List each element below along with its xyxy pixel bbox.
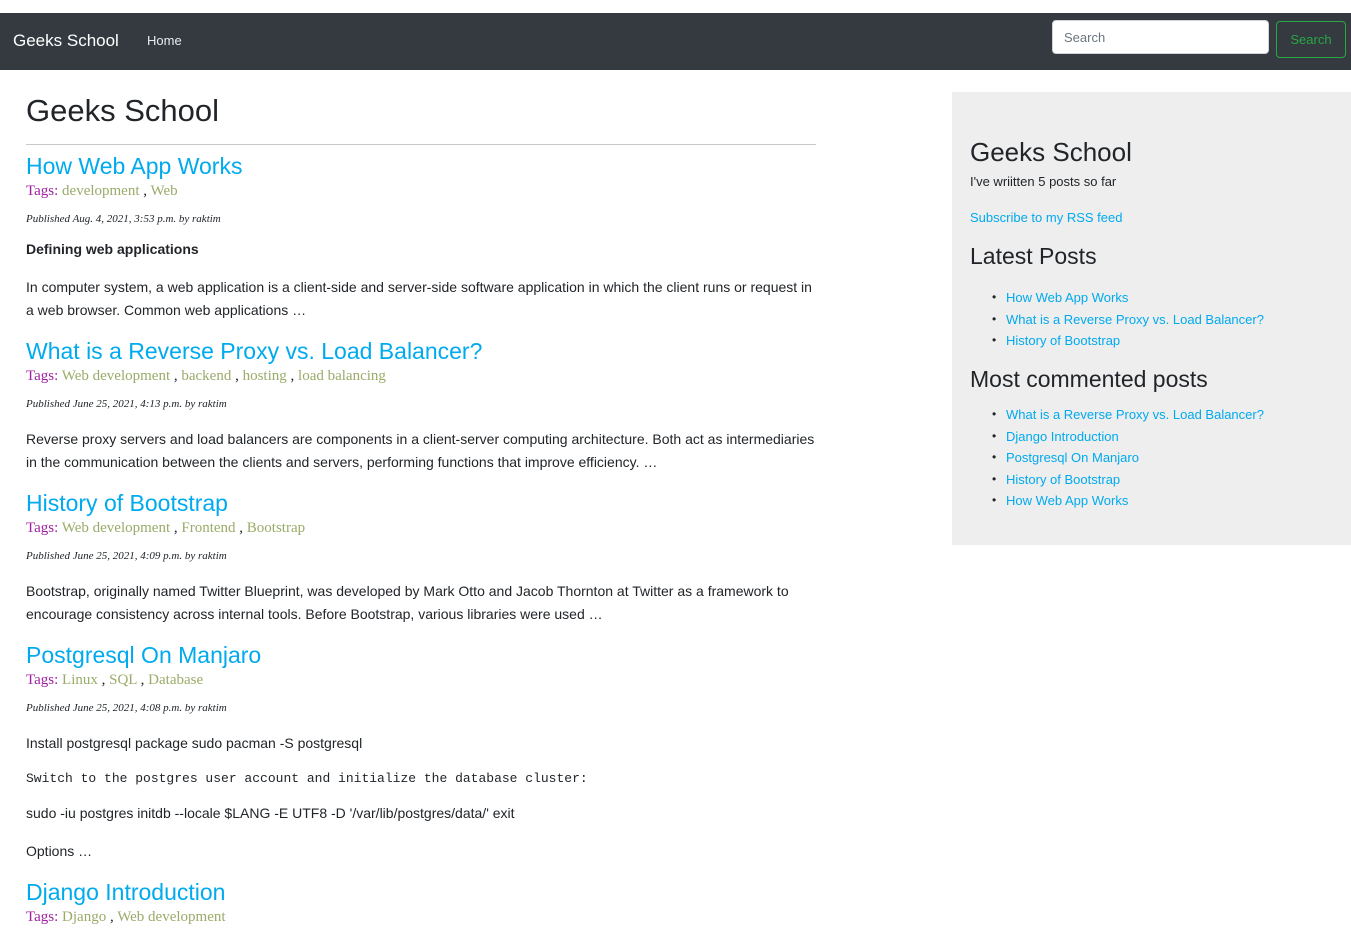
post-tags: Tags: Django , Web development <box>26 909 226 925</box>
post-title-link[interactable]: History of Bootstrap <box>26 490 228 516</box>
post-title-link[interactable]: How Web App Works <box>26 153 243 179</box>
post-excerpt: In computer system, a web application is a client-side and server-side software application in which the client runs or request in a web browser. Common web applications … <box>26 279 812 318</box>
by-word: by <box>184 550 196 562</box>
post-published <box>26 212 816 226</box>
latest-post-link[interactable]: What is a Reverse Proxy vs. Load Balancer? <box>1006 311 1264 327</box>
tags-label: Tags: <box>26 183 59 199</box>
tag-link[interactable]: backend <box>181 368 232 384</box>
by-word: by <box>184 398 196 410</box>
latest-post-link[interactable]: History of Bootstrap <box>1006 333 1121 349</box>
post-title-link[interactable]: What is a Reverse Proxy vs. Load Balancer? <box>26 338 483 364</box>
commented-post-link[interactable]: How Web App Works <box>1006 493 1129 509</box>
rss-feed-link[interactable]: Subscribe to my RSS feed <box>970 210 1123 225</box>
sidebar <box>952 92 1351 545</box>
published-date: Aug. 4, 2021, 3:53 p.m. <box>72 213 177 225</box>
tag-link[interactable]: Database <box>148 672 204 688</box>
commented-post-link[interactable]: Postgresql On Manjaro <box>1006 450 1139 466</box>
commented-post-link[interactable]: What is a Reverse Proxy vs. Load Balancer? <box>1006 407 1264 422</box>
sidebar-title: Geeks School <box>970 137 1132 167</box>
post-published <box>26 701 816 715</box>
post-published <box>26 549 816 563</box>
most-commented-heading: Most commented posts <box>970 366 1208 392</box>
post-excerpt: Options … <box>26 843 93 859</box>
main-content <box>26 92 816 926</box>
list-item <box>992 309 1264 331</box>
navbar <box>0 13 1351 70</box>
post-item <box>26 641 816 863</box>
tag-link[interactable]: Web development <box>61 520 171 536</box>
search-button[interactable]: Search <box>1276 21 1346 58</box>
published-prefix: Published <box>26 702 70 714</box>
commented-post-link[interactable]: Django Introduction <box>1006 428 1119 444</box>
by-word: by <box>184 702 196 714</box>
tag-link[interactable]: Web <box>150 183 178 199</box>
published-prefix: Published <box>26 398 70 410</box>
commented-post-link[interactable]: History of Bootstrap <box>1006 471 1121 487</box>
post-excerpt: Install postgresql package sudo pacman -S postgresql <box>26 735 363 751</box>
post-excerpt: sudo -iu postgres initdb --locale $LANG -E UTF8 -D '/var/lib/postgres/data/' exit <box>26 805 515 821</box>
latest-posts-list <box>992 287 1264 352</box>
tags-label: Tags: <box>26 672 59 688</box>
top-strip <box>0 0 1351 13</box>
post-tags: Tags: development , Web <box>26 183 178 199</box>
page-title: Geeks School <box>26 93 219 128</box>
post-author: raktim <box>198 550 227 562</box>
tags-label: Tags: <box>26 368 59 384</box>
nav-link-home[interactable]: Home <box>147 33 182 48</box>
tag-link[interactable]: Linux <box>62 672 98 688</box>
tag-link[interactable]: load balancing <box>298 368 386 384</box>
post-tags: Tags: Web development , Frontend , Bootstrap <box>26 520 306 536</box>
navbar-brand[interactable]: Geeks School <box>13 31 119 50</box>
list-item <box>992 469 1264 491</box>
post-count-text: I've wriitten 5 posts so far <box>970 174 1117 189</box>
post-excerpt: Reverse proxy servers and load balancers are components in a client-server computing architecture. Both act as intermediaries in the communication between the clients and servers, performing functions that improve efficiency. … <box>26 431 815 470</box>
tag-link[interactable]: Django <box>62 909 107 925</box>
tag-link[interactable]: hosting <box>242 368 287 384</box>
post-title-link[interactable]: Postgresql On Manjaro <box>26 642 262 668</box>
post-excerpt-heading: Defining web applications <box>26 241 199 257</box>
post-published <box>26 397 816 411</box>
published-prefix: Published <box>26 213 70 225</box>
search-input[interactable] <box>1052 20 1269 54</box>
published-date: June 25, 2021, 4:09 p.m. <box>72 550 183 562</box>
list-item <box>992 426 1264 448</box>
post-item <box>26 152 816 322</box>
title-divider <box>26 144 816 145</box>
post-item <box>26 878 816 926</box>
published-prefix: Published <box>26 550 70 562</box>
published-date: June 25, 2021, 4:13 p.m. <box>72 398 183 410</box>
post-item <box>26 489 816 626</box>
post-author: raktim <box>192 213 221 225</box>
post-author: raktim <box>198 702 227 714</box>
post-title-link[interactable]: Django Introduction <box>26 879 226 905</box>
latest-post-link[interactable]: How Web App Works <box>1006 290 1129 305</box>
tag-link[interactable]: Bootstrap <box>246 520 306 536</box>
post-tags: Tags: Web development , backend , hosting , load balancing <box>26 368 386 384</box>
tag-link[interactable]: SQL <box>109 672 137 688</box>
tag-link[interactable]: Web development <box>117 909 226 925</box>
most-commented-list <box>992 404 1264 512</box>
post-item <box>26 337 816 474</box>
published-date: June 25, 2021, 4:08 p.m. <box>72 702 183 714</box>
tags-label: Tags: <box>26 909 59 925</box>
post-excerpt: Bootstrap, originally named Twitter Blueprint, was developed by Mark Otto and Jacob Thornton at Twitter as a framework to encourage consistency across internal tools. Before Bootstrap, various libraries were used … <box>26 583 789 622</box>
post-code-line: Switch to the postgres user account and initialize the database cluster: <box>26 771 588 786</box>
tag-link[interactable]: Web development <box>61 368 171 384</box>
post-author: raktim <box>198 398 227 410</box>
list-item <box>992 447 1264 469</box>
list-item <box>992 330 1264 352</box>
latest-posts-heading: Latest Posts <box>970 243 1097 269</box>
by-word: by <box>178 213 190 225</box>
tags-label: Tags: <box>26 520 59 536</box>
post-tags: Tags: Linux , SQL , Database <box>26 672 204 688</box>
tag-link[interactable]: development <box>62 183 140 199</box>
list-item <box>992 287 1264 309</box>
list-item <box>992 404 1264 426</box>
tag-link[interactable]: Frontend <box>181 520 236 536</box>
list-item <box>992 490 1264 512</box>
